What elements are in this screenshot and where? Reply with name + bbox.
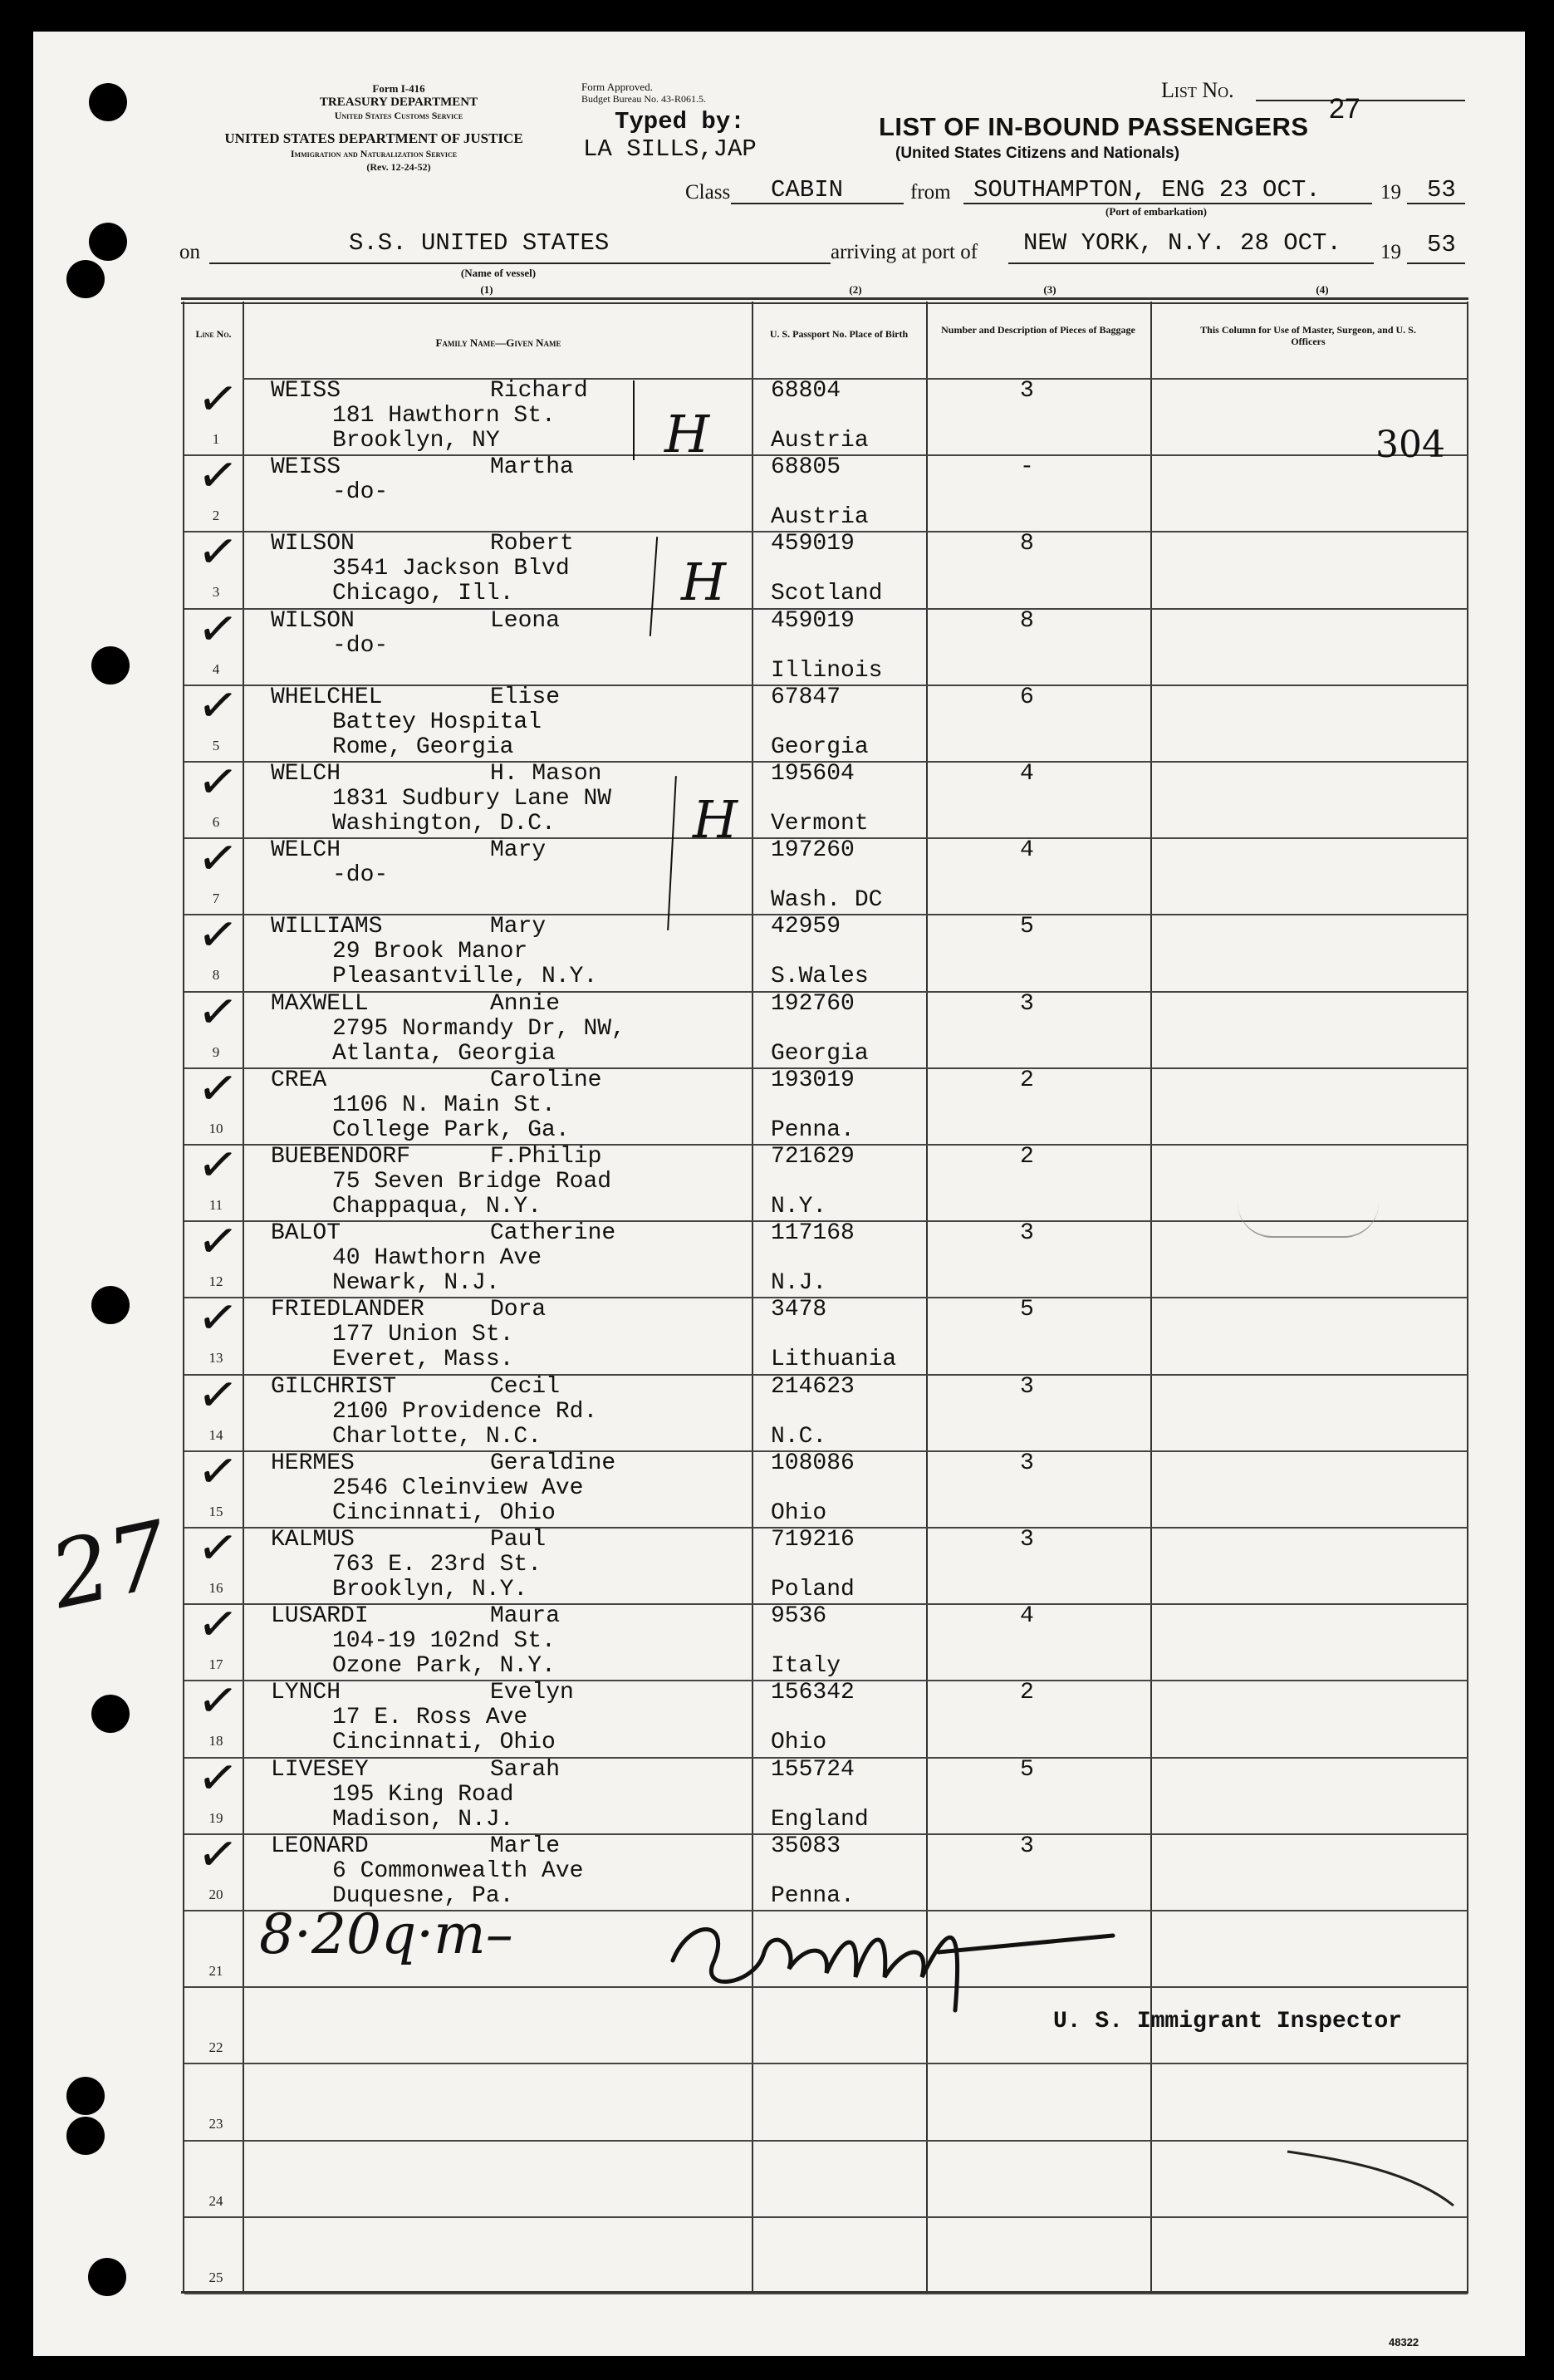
check-mark: ✓ <box>194 1670 243 1732</box>
family-name: WILSON <box>271 531 355 557</box>
col-head-officers: This Column for Use of Master, Surgeon, and U. S. Officers <box>1200 324 1416 347</box>
arrival-port-value: NEW YORK, N.Y. 28 OCT. <box>1023 229 1341 257</box>
embark-port-value: SOUTHAMPTON, ENG 23 OCT. <box>973 176 1321 204</box>
col-head-line: Line No. <box>195 328 232 340</box>
place-of-birth: Georgia <box>771 734 869 760</box>
line-number: 15 <box>208 1503 223 1519</box>
check-mark: ✓ <box>194 1823 243 1885</box>
check-mark: ✓ <box>194 750 243 813</box>
baggage-count: 4 <box>1020 1603 1034 1630</box>
address-line-1: -do- <box>332 862 389 889</box>
col-num-1: (1) <box>480 283 493 296</box>
given-name: Marle <box>490 1833 561 1859</box>
arrival-line <box>1008 263 1374 264</box>
binder-hole <box>91 1695 130 1733</box>
given-name: Mary <box>490 914 547 940</box>
given-name: Paul <box>490 1527 547 1553</box>
baggage-count: 2 <box>1020 1067 1034 1093</box>
place-of-birth: S.Wales <box>771 964 869 990</box>
inspector-signature <box>664 1894 1130 2027</box>
vessel-line <box>209 263 831 264</box>
col-num-4: (4) <box>1316 283 1329 296</box>
address-line-1: 6 Commonwealth Ave <box>332 1857 584 1884</box>
address-line-1: 17 E. Ross Ave <box>332 1705 528 1731</box>
family-name: WELCH <box>271 761 341 787</box>
dept-treasury: TREASURY DEPARTMENT <box>319 96 478 109</box>
line-number: 23 <box>208 2116 223 2132</box>
check-mark: ✓ <box>194 597 243 660</box>
line-number: 9 <box>212 1043 220 1060</box>
binder-hole <box>66 2117 105 2155</box>
baggage-count: 2 <box>1020 1144 1034 1170</box>
place-of-birth: Italy <box>771 1653 841 1680</box>
given-name: Cecil <box>490 1373 561 1400</box>
address-line-1: 1106 N. Main St. <box>332 1092 556 1118</box>
binder-hole <box>66 260 105 298</box>
class-label: Class <box>685 181 731 204</box>
given-name: Dora <box>490 1297 547 1323</box>
passport-number: 35083 <box>771 1833 841 1859</box>
line-number: 17 <box>208 1656 223 1673</box>
address-line-1: 2795 Normandy Dr, NW, <box>332 1015 625 1042</box>
baggage-count: 8 <box>1020 531 1034 557</box>
check-mark: ✓ <box>194 1363 243 1426</box>
baggage-count: 6 <box>1020 684 1034 710</box>
passport-number: 67847 <box>771 684 841 710</box>
line-number: 25 <box>208 2269 223 2285</box>
h-mark: H <box>681 552 727 612</box>
budget-bureau: Budget Bureau No. 43-R061.5. <box>581 93 706 105</box>
arrival-year-line <box>1407 263 1465 264</box>
baggage-count: 3 <box>1020 1220 1034 1247</box>
place-of-birth: Georgia <box>771 1040 869 1067</box>
passport-number: 117168 <box>771 1220 855 1247</box>
binder-hole <box>89 83 127 121</box>
given-name: Robert <box>490 531 574 557</box>
arrival-year-value: 53 <box>1427 231 1456 258</box>
passport-number: 9536 <box>771 1603 827 1630</box>
passport-number: 195604 <box>771 761 855 787</box>
baggage-count: 5 <box>1020 914 1034 940</box>
baggage-count: 5 <box>1020 1756 1034 1783</box>
table-top-border-inner <box>181 302 1468 304</box>
line-number: 10 <box>208 1120 223 1136</box>
address-line-1: 1831 Sudbury Lane NW <box>332 786 612 812</box>
address-line-1: 763 E. 23rd St. <box>332 1552 542 1578</box>
given-name: F.Philip <box>490 1144 602 1170</box>
family-name: WEISS <box>271 378 341 404</box>
address-line-2: Madison, N.J. <box>332 1806 514 1833</box>
check-mark: ✓ <box>194 674 243 736</box>
stamp-mark <box>1238 1203 1379 1238</box>
family-name: FRIEDLANDER <box>271 1297 424 1323</box>
address-line-2: Brooklyn, N.Y. <box>332 1577 528 1602</box>
address-line-1: -do- <box>332 479 389 506</box>
line-number: 12 <box>208 1273 223 1290</box>
list-no-value: 27 <box>1329 93 1360 125</box>
binder-hole <box>89 223 127 261</box>
inspector-title: U. S. Immigrant Inspector <box>1053 2009 1403 2034</box>
place-of-birth: Austria <box>771 428 869 454</box>
typed-by-value: LA SILLS,JAP <box>583 135 757 163</box>
address-line-1: 75 Seven Bridge Road <box>332 1169 612 1195</box>
family-name: WEISS <box>271 454 341 481</box>
place-of-birth: England <box>771 1806 869 1833</box>
row-divider <box>184 2293 1468 2294</box>
check-mark: ✓ <box>194 1210 243 1273</box>
line-number: 22 <box>208 2039 223 2056</box>
place-of-birth: Scotland <box>771 581 883 607</box>
address-line-2: Chappaqua, N.Y. <box>332 1194 542 1219</box>
address-line-2: College Park, Ga. <box>332 1116 570 1143</box>
passport-number: 459019 <box>771 531 855 557</box>
given-name: Mary <box>490 837 547 864</box>
line-number: 14 <box>208 1426 223 1443</box>
place-of-birth: Ohio <box>771 1730 827 1756</box>
given-name: Maura <box>490 1603 561 1630</box>
family-name: WELCH <box>271 837 341 864</box>
place-of-birth: Penna. <box>771 1882 855 1909</box>
col-head-name: Family Name—Given Name <box>435 336 561 349</box>
baggage-count: 5 <box>1020 1297 1034 1323</box>
line-number: 7 <box>212 891 220 907</box>
dept-justice: UNITED STATES DEPARTMENT OF JUSTICE <box>224 130 523 146</box>
place-of-birth: Wash. DC <box>771 887 883 914</box>
arrival-year-prefix: 19 <box>1380 241 1401 263</box>
address-line-2: Chicago, Ill. <box>332 581 514 607</box>
check-mark: ✓ <box>194 367 243 430</box>
check-mark: ✓ <box>194 1516 243 1579</box>
address-line-2: Cincinnati, Ohio <box>332 1499 556 1526</box>
bracket-mark <box>633 380 635 460</box>
dept-ins: Immigration and Naturalization Service <box>290 148 458 159</box>
address-line-1: 3541 Jackson Blvd <box>332 556 570 582</box>
passport-number: 193019 <box>771 1067 855 1093</box>
line-number: 20 <box>208 1886 223 1902</box>
check-mark: ✓ <box>194 1593 243 1656</box>
baggage-count: 3 <box>1020 1527 1034 1553</box>
family-name: HERMES <box>271 1450 355 1476</box>
given-name: Elise <box>490 684 561 710</box>
col-head-passport: U. S. Passport No. Place of Birth <box>769 328 909 340</box>
family-name: LEONARD <box>271 1833 369 1859</box>
baggage-count: 4 <box>1020 837 1034 864</box>
line-number: 8 <box>212 967 220 984</box>
check-mark: ✓ <box>194 827 243 890</box>
place-of-birth: N.J. <box>771 1270 827 1297</box>
address-line-2: Newark, N.J. <box>332 1270 500 1297</box>
given-name: Annie <box>490 990 561 1017</box>
address-line-2: Charlotte, N.C. <box>332 1423 542 1450</box>
col-num-2: (2) <box>849 283 862 296</box>
check-mark: ✓ <box>194 444 243 507</box>
check-mark: ✓ <box>194 1287 243 1349</box>
baggage-count: 2 <box>1020 1680 1034 1706</box>
family-name: LYNCH <box>271 1680 341 1706</box>
check-mark: ✓ <box>194 904 243 966</box>
passport-number: 156342 <box>771 1680 855 1706</box>
family-name: LIVESEY <box>271 1756 369 1783</box>
family-name: WILLIAMS <box>271 914 383 940</box>
place-of-birth: Austria <box>771 504 869 531</box>
baggage-count: 4 <box>1020 761 1034 787</box>
passport-number: 3478 <box>771 1297 827 1323</box>
address-line-2: Ozone Park, N.Y. <box>332 1653 556 1680</box>
binder-hole <box>66 2077 105 2115</box>
given-name: Sarah <box>490 1756 561 1783</box>
family-name: CREA <box>271 1067 327 1093</box>
check-mark: ✓ <box>194 1057 243 1119</box>
check-mark: ✓ <box>194 980 243 1043</box>
h-mark: H <box>664 404 710 464</box>
from-label: from <box>910 181 951 204</box>
from-year-prefix: 19 <box>1380 181 1401 204</box>
address-line-2: Washington, D.C. <box>332 811 556 837</box>
address-line-1: 29 Brook Manor <box>332 939 528 965</box>
baggage-count: 3 <box>1020 990 1034 1017</box>
family-name: LUSARDI <box>271 1603 369 1630</box>
margin-number: 304 <box>1375 424 1445 466</box>
given-name: Catherine <box>490 1220 616 1247</box>
signature-prefix: 8·20q·m– <box>259 1902 513 1966</box>
port-embark-note: (Port of embarkation) <box>1105 205 1208 218</box>
class-value: CABIN <box>771 176 844 204</box>
given-name: Martha <box>490 454 574 481</box>
family-name: WHELCHEL <box>271 684 383 710</box>
place-of-birth: Penna. <box>771 1116 855 1143</box>
row-divider <box>184 2216 1468 2218</box>
given-name: Evelyn <box>490 1680 574 1706</box>
list-no-line <box>1256 100 1465 101</box>
place-of-birth: Poland <box>771 1577 855 1602</box>
passport-number: 197260 <box>771 837 855 864</box>
check-mark: ✓ <box>194 521 243 583</box>
check-mark: ✓ <box>194 1440 243 1502</box>
family-name: BUEBENDORF <box>271 1144 411 1170</box>
address-line-1: 177 Union St. <box>332 1322 514 1348</box>
form-subtitle: (United States Citizens and Nationals) <box>895 145 1180 162</box>
address-line-2: Duquesne, Pa. <box>332 1882 514 1909</box>
line-number: 1 <box>212 431 220 447</box>
baggage-count: 3 <box>1020 1833 1034 1859</box>
table-top-border <box>181 297 1468 300</box>
line-number: 13 <box>208 1350 223 1367</box>
passport-number: 42959 <box>771 914 841 940</box>
passport-number: 459019 <box>771 607 855 634</box>
place-of-birth: Ohio <box>771 1499 827 1526</box>
h-mark: H <box>693 789 738 850</box>
line-number: 24 <box>208 2192 223 2209</box>
line-number: 3 <box>212 584 220 601</box>
form-number: Form I-416 <box>372 82 425 95</box>
address-line-2: Pleasantville, N.Y. <box>332 964 598 990</box>
address-line-2: Brooklyn, NY <box>332 428 500 454</box>
passport-number: 721629 <box>771 1144 855 1170</box>
line-number: 19 <box>208 1809 223 1826</box>
line-number: 5 <box>212 737 220 753</box>
line-number: 21 <box>208 1963 223 1979</box>
revision: (Rev. 12-24-52) <box>366 161 431 173</box>
baggage-count: 8 <box>1020 607 1034 634</box>
form-code: 48322 <box>1389 2336 1419 2348</box>
binder-hole <box>91 646 130 685</box>
address-line-1: 2546 Cleinview Ave <box>332 1475 584 1501</box>
passport-number: 155724 <box>771 1756 855 1783</box>
passport-number: 108086 <box>771 1450 855 1476</box>
address-line-2: Cincinnati, Ohio <box>332 1730 556 1756</box>
address-line-1: 195 King Road <box>332 1781 514 1808</box>
baggage-count: - <box>1020 454 1034 481</box>
passport-number: 68804 <box>771 378 841 404</box>
list-no-label: List No. <box>1161 78 1234 102</box>
margin-scribble: 27 <box>42 1500 178 1630</box>
given-name: Richard <box>490 378 588 404</box>
baggage-count: 3 <box>1020 378 1034 404</box>
baggage-count: 3 <box>1020 1373 1034 1400</box>
check-mark: ✓ <box>194 1133 243 1196</box>
line-number: 18 <box>208 1733 223 1749</box>
family-name: GILCHRIST <box>271 1373 397 1400</box>
passport-number: 214623 <box>771 1373 855 1400</box>
address-line-2: Rome, Georgia <box>332 734 514 760</box>
from-year-value: 53 <box>1427 176 1456 204</box>
address-line-1: -do- <box>332 632 389 659</box>
given-name: Leona <box>490 607 561 634</box>
family-name: KALMUS <box>271 1527 355 1553</box>
check-mark: ✓ <box>194 1746 243 1808</box>
line-number: 16 <box>208 1580 223 1596</box>
place-of-birth: N.C. <box>771 1423 827 1450</box>
place-of-birth: Lithuania <box>771 1347 897 1373</box>
header-bottom-rule <box>243 378 1468 380</box>
vessel-value: S.S. UNITED STATES <box>349 229 610 257</box>
col-head-baggage: Number and Description of Pieces of Baggage <box>941 324 1135 336</box>
line-number: 2 <box>212 508 220 524</box>
arriving-label: arriving at port of <box>831 241 978 263</box>
address-line-1: 40 Hawthorn Ave <box>332 1245 542 1272</box>
baggage-count: 3 <box>1020 1450 1034 1476</box>
row-divider <box>184 2063 1468 2064</box>
col-num-3: (3) <box>1043 283 1056 296</box>
family-name: WILSON <box>271 607 355 634</box>
place-of-birth: N.Y. <box>771 1194 827 1219</box>
binder-hole <box>91 1286 130 1324</box>
given-name: Caroline <box>490 1067 602 1093</box>
bottom-stroke <box>1279 2143 1462 2210</box>
given-name: H. Mason <box>490 761 602 787</box>
address-line-1: 104-19 102nd St. <box>332 1628 556 1655</box>
family-name: MAXWELL <box>271 990 369 1017</box>
family-name: BALOT <box>271 1220 341 1247</box>
form-approved: Form Approved. <box>581 81 653 93</box>
address-line-1: Battey Hospital <box>332 709 542 735</box>
typed-by-label: Typed by: <box>615 108 745 135</box>
place-of-birth: Illinois <box>771 657 883 684</box>
passport-number: 719216 <box>771 1527 855 1553</box>
passport-number: 68805 <box>771 454 841 481</box>
place-of-birth: Vermont <box>771 811 869 837</box>
vessel-note: (Name of vessel) <box>460 267 537 279</box>
given-name: Geraldine <box>490 1450 616 1476</box>
address-line-2: Everet, Mass. <box>332 1347 514 1373</box>
line-number: 6 <box>212 814 220 830</box>
line-number: 11 <box>208 1197 223 1213</box>
address-line-1: 2100 Providence Rd. <box>332 1398 598 1425</box>
form-title: LIST OF IN-BOUND PASSENGERS <box>879 112 1309 141</box>
passport-number: 192760 <box>771 990 855 1017</box>
line-number: 4 <box>212 660 220 677</box>
dept-customs: United States Customs Service <box>334 110 463 121</box>
row-divider <box>184 2140 1468 2142</box>
address-line-2: Atlanta, Georgia <box>332 1040 556 1067</box>
binder-hole <box>88 2258 126 2296</box>
address-line-1: 181 Hawthorn St. <box>332 403 556 429</box>
on-label: on <box>179 241 200 263</box>
